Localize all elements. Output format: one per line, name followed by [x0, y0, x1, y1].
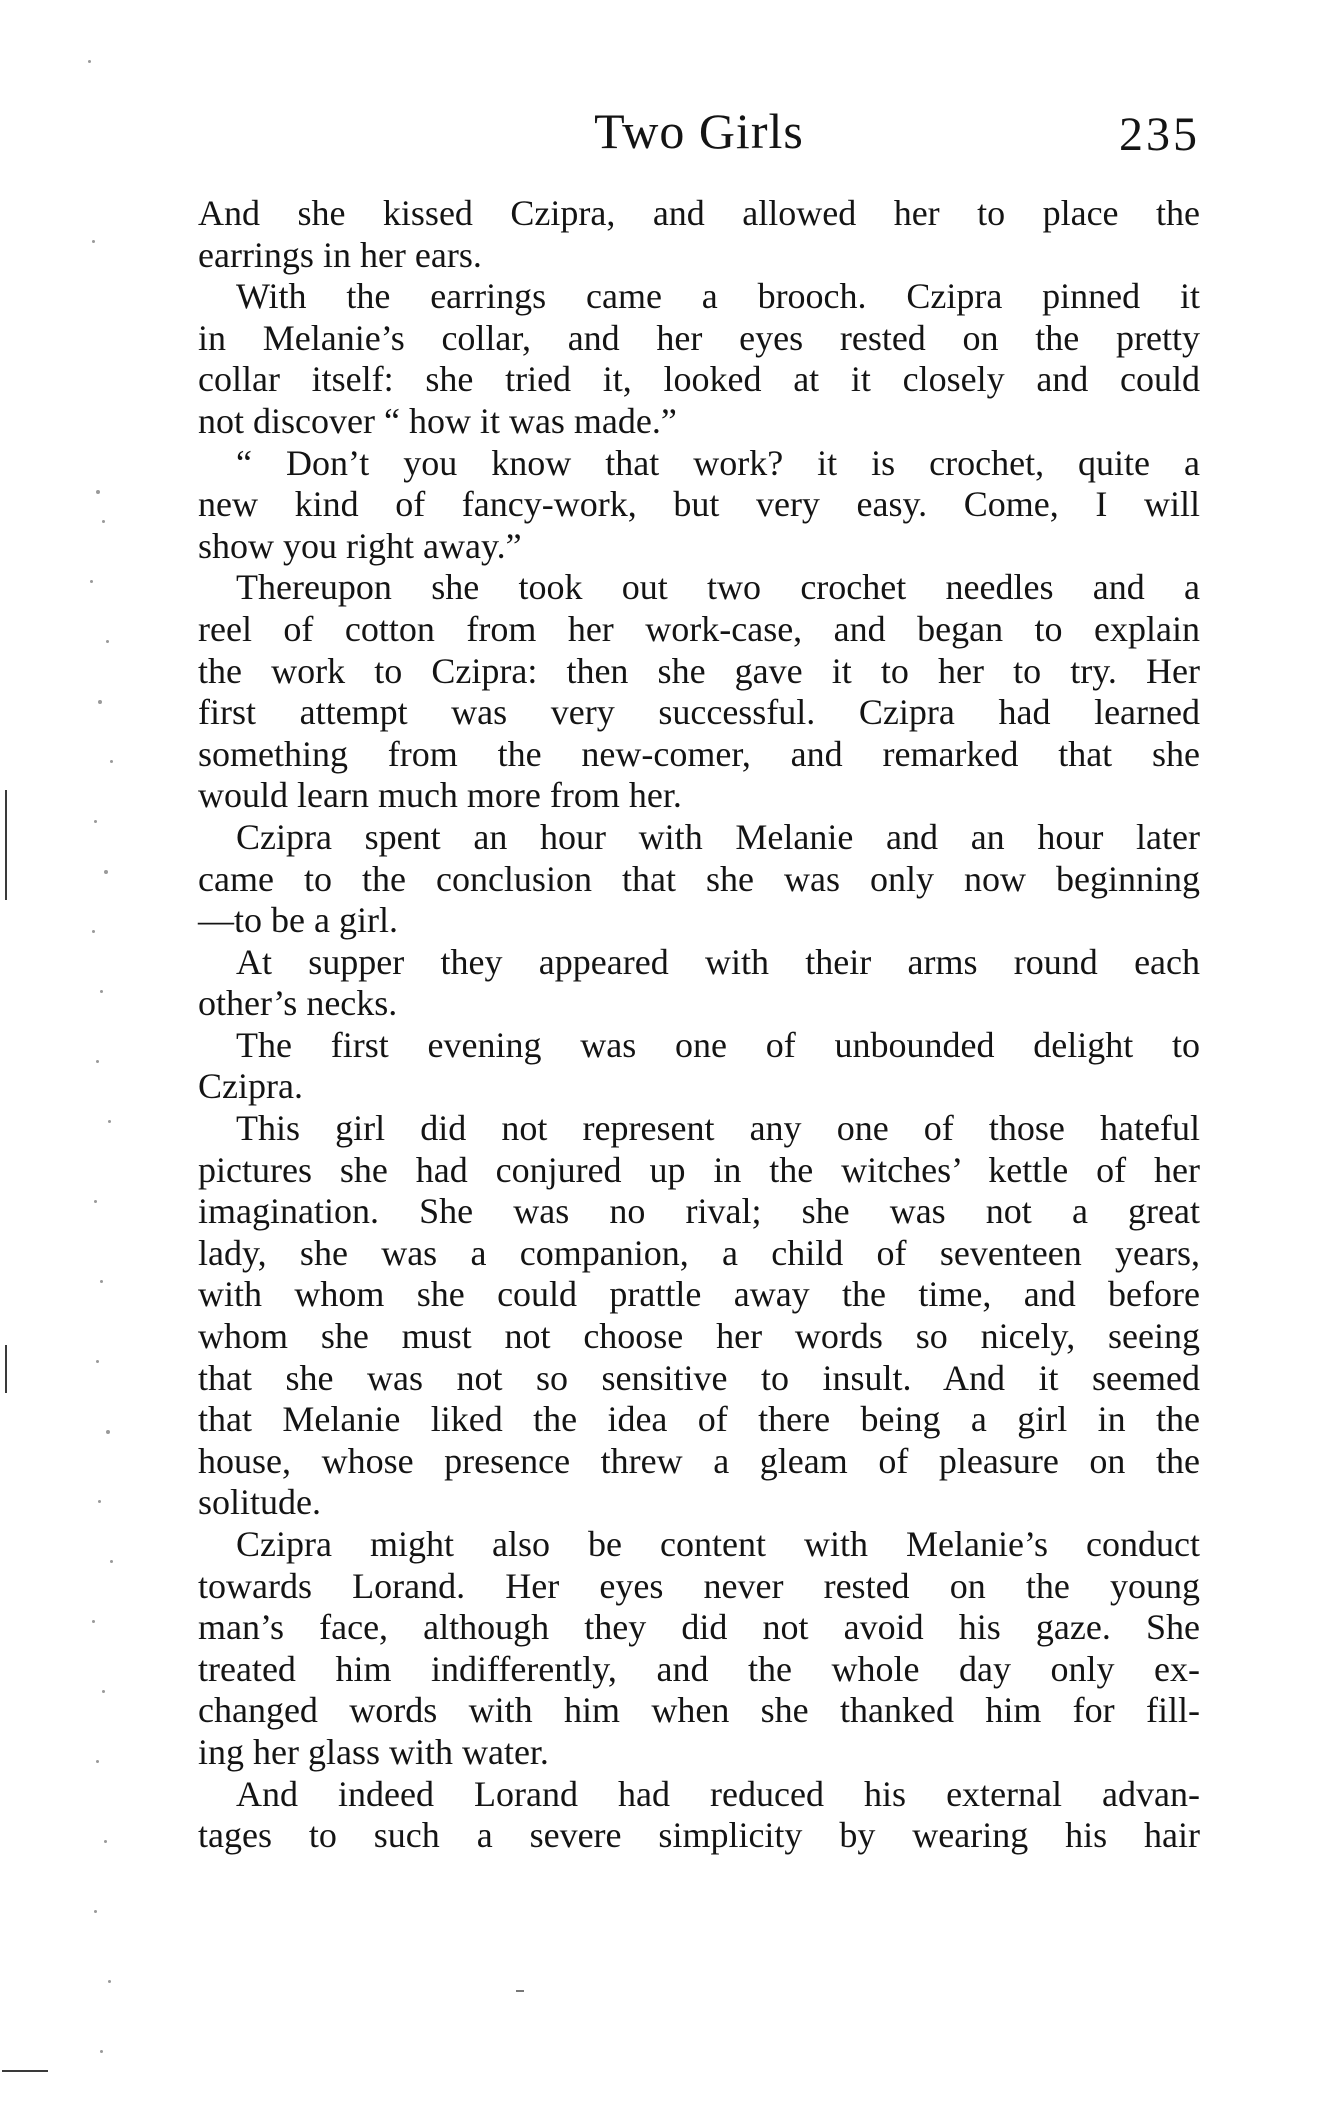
margin-rule [5, 1345, 7, 1393]
body-text [198, 193, 1200, 1857]
page-number: 235 [1119, 108, 1200, 161]
text-line: new kind of fancy-work, but very easy. Come, I will [198, 484, 1200, 525]
text-line: Thereupon she took out two crochet needles and a [236, 567, 1200, 608]
text-line: towards Lorand. Her eyes never rested on the young [198, 1565, 1200, 1606]
margin-rule [2, 2070, 48, 2072]
text-line: something from the new-comer, and remarked that she [198, 733, 1200, 774]
text-line: “ Don’t you know that work? it is crochet, quite a [236, 442, 1200, 483]
text-line: pictures she had conjured up in the witches’ kettle of her [198, 1149, 1200, 1190]
text-line: other’s necks. [198, 983, 398, 1024]
scanned-margin-noise [0, 0, 140, 2102]
text-line: ing her glass with water. [198, 1731, 549, 1772]
text-line: man’s face, although they did not avoid his gaze. She [198, 1607, 1200, 1648]
text-line: first attempt was very successful. Czipra had learned [198, 692, 1200, 733]
margin-rule [5, 790, 7, 900]
chapter-title: Two Girls [594, 103, 804, 159]
text-line: collar itself: she tried it, looked at it closely and could [198, 359, 1200, 400]
text-line: imagination. She was no rival; she was not a great [198, 1191, 1200, 1232]
text-line: Czipra. [198, 1066, 303, 1107]
text-line: with whom she could prattle away the time, and before [198, 1274, 1200, 1315]
text-line: whom she must not choose her words so nicely, seeing [198, 1316, 1200, 1357]
text-line: And she kissed Czipra, and allowed her to place the [198, 193, 1200, 233]
text-line: With the earrings came a brooch. Czipra pinned it [236, 276, 1200, 317]
text-line: Czipra might also be content with Melanie’s conduct [236, 1524, 1200, 1564]
text-line: And indeed Lorand had reduced his external advan- [236, 1773, 1200, 1814]
text-line: that she was not so sensitive to insult. And it seemed [198, 1357, 1200, 1398]
text-line: the work to Czipra: then she gave it to her to try. Her [198, 650, 1200, 691]
text-line: —to be a girl. [198, 900, 398, 941]
text-line: earrings in her ears. [198, 234, 482, 275]
text-line: came to the conclusion that she was only now beginning [198, 858, 1200, 899]
footer-mark [516, 1990, 524, 1992]
text-line: Czipra spent an hour with Melanie and an hour later [236, 816, 1200, 857]
text-line: not discover “ how it was made.” [198, 400, 677, 441]
text-line: show you right away.” [198, 525, 522, 566]
text-line: in Melanie’s collar, and her eyes rested on the pretty [198, 317, 1200, 358]
text-line: house, whose presence threw a gleam of pleasure on the [198, 1440, 1200, 1481]
text-line: treated him indifferently, and the whole day only ex- [198, 1648, 1200, 1689]
text-line: This girl did not represent any one of those hateful [236, 1108, 1200, 1149]
text-line: lady, she was a companion, a child of seventeen years, [198, 1232, 1200, 1273]
text-line: At supper they appeared with their arms round each [236, 941, 1200, 982]
text-line: reel of cotton from her work-case, and began to explain [198, 608, 1200, 649]
text-line: would learn much more from her. [198, 775, 682, 816]
text-line: solitude. [198, 1482, 321, 1523]
text-line: tages to such a severe simplicity by wearing his hair [198, 1815, 1200, 1856]
text-line: that Melanie liked the idea of there being a girl in the [198, 1399, 1200, 1440]
text-line: The first evening was one of unbounded delight to [236, 1024, 1200, 1065]
text-line: changed words with him when she thanked him for fill- [198, 1690, 1200, 1731]
running-header [198, 96, 1200, 166]
